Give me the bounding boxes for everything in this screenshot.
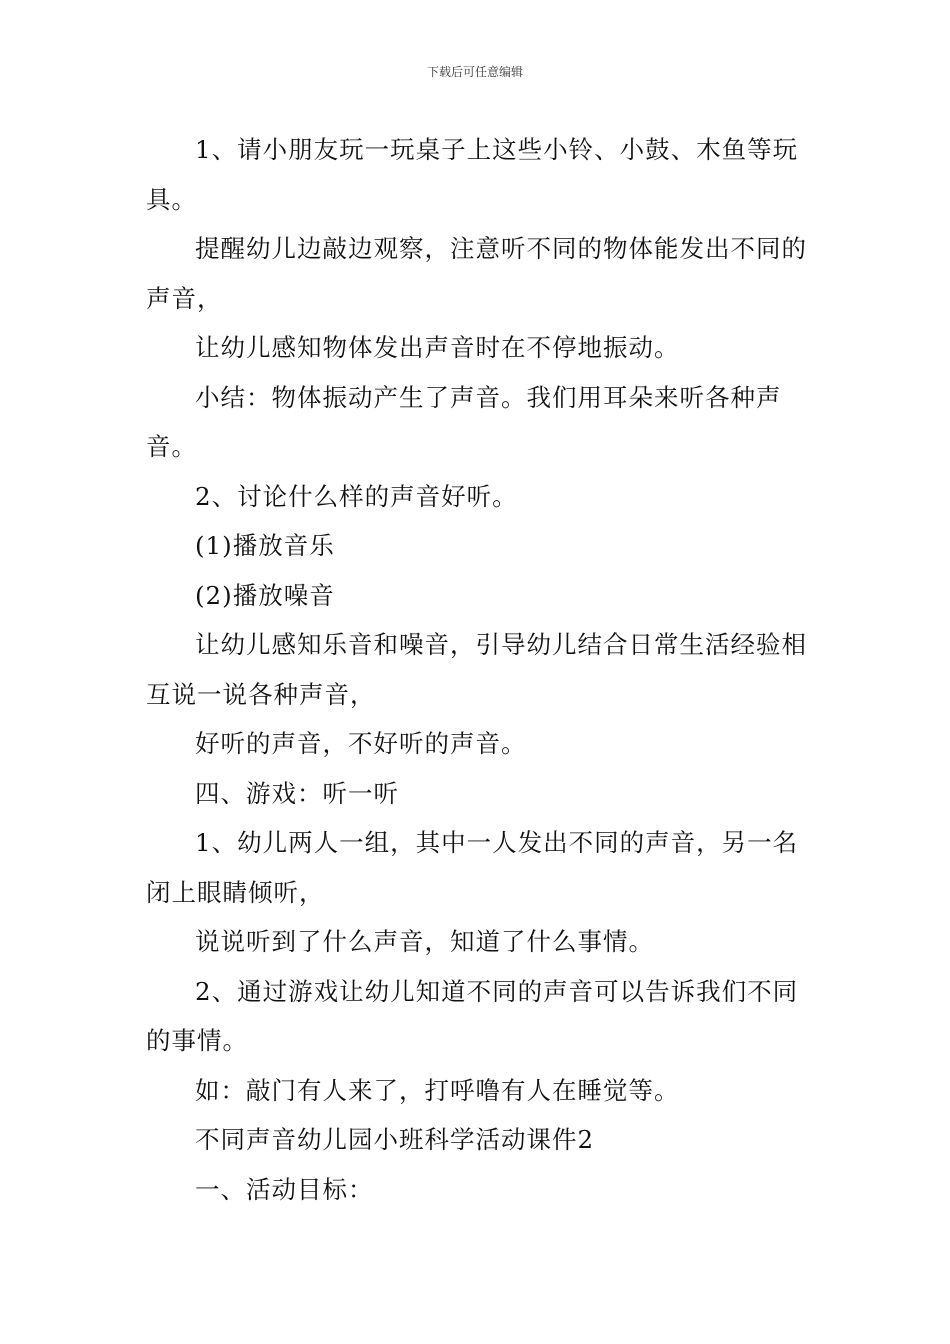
paragraph: (1)播放音乐 [195,531,335,560]
section-heading: 一、活动目标： [195,1174,374,1204]
paragraph: 1、请小朋友玩一玩桌子上这些小铃、小鼓、木鱼等玩具。 [146,135,799,214]
page-header-note: 下载后可任意编辑 [426,65,523,79]
paragraph: 如：敲门有人来了，打呼噜有人在睡觉等。 [195,1075,680,1105]
paragraph: 说说听到了什么声音，知道了什么事情。 [195,927,654,956]
paragraph: 1、幼儿两人一组，其中一人发出不同的声音，另一名闭上眼睛倾听， [146,828,799,907]
paragraph: 让幼儿感知物体发出声音时在不停地振动。 [195,333,680,362]
document-body [146,125,808,1214]
paragraph: 2、讨论什么样的声音好听。 [195,481,518,511]
paragraph: 让幼儿感知乐音和噪音，引导幼儿结合日常生活经验相互说一说各种声音， [146,630,807,709]
paragraph: (2)播放噪音 [195,580,335,610]
paragraph: 提醒幼儿边敲边观察，注意听不同的物体能发出不同的声音， [146,234,807,313]
section-heading: 四、游戏：听一听 [195,778,399,808]
paragraph: 好听的声音，不好听的声音。 [195,729,527,758]
document-title: 不同声音幼儿园小班科学活动课件2 [195,1125,595,1154]
paragraph: 小结：物体振动产生了声音。我们用耳朵来听各种声音。 [146,382,782,461]
paragraph: 2、通过游戏让幼儿知道不同的声音可以告诉我们不同的事情。 [146,976,799,1055]
